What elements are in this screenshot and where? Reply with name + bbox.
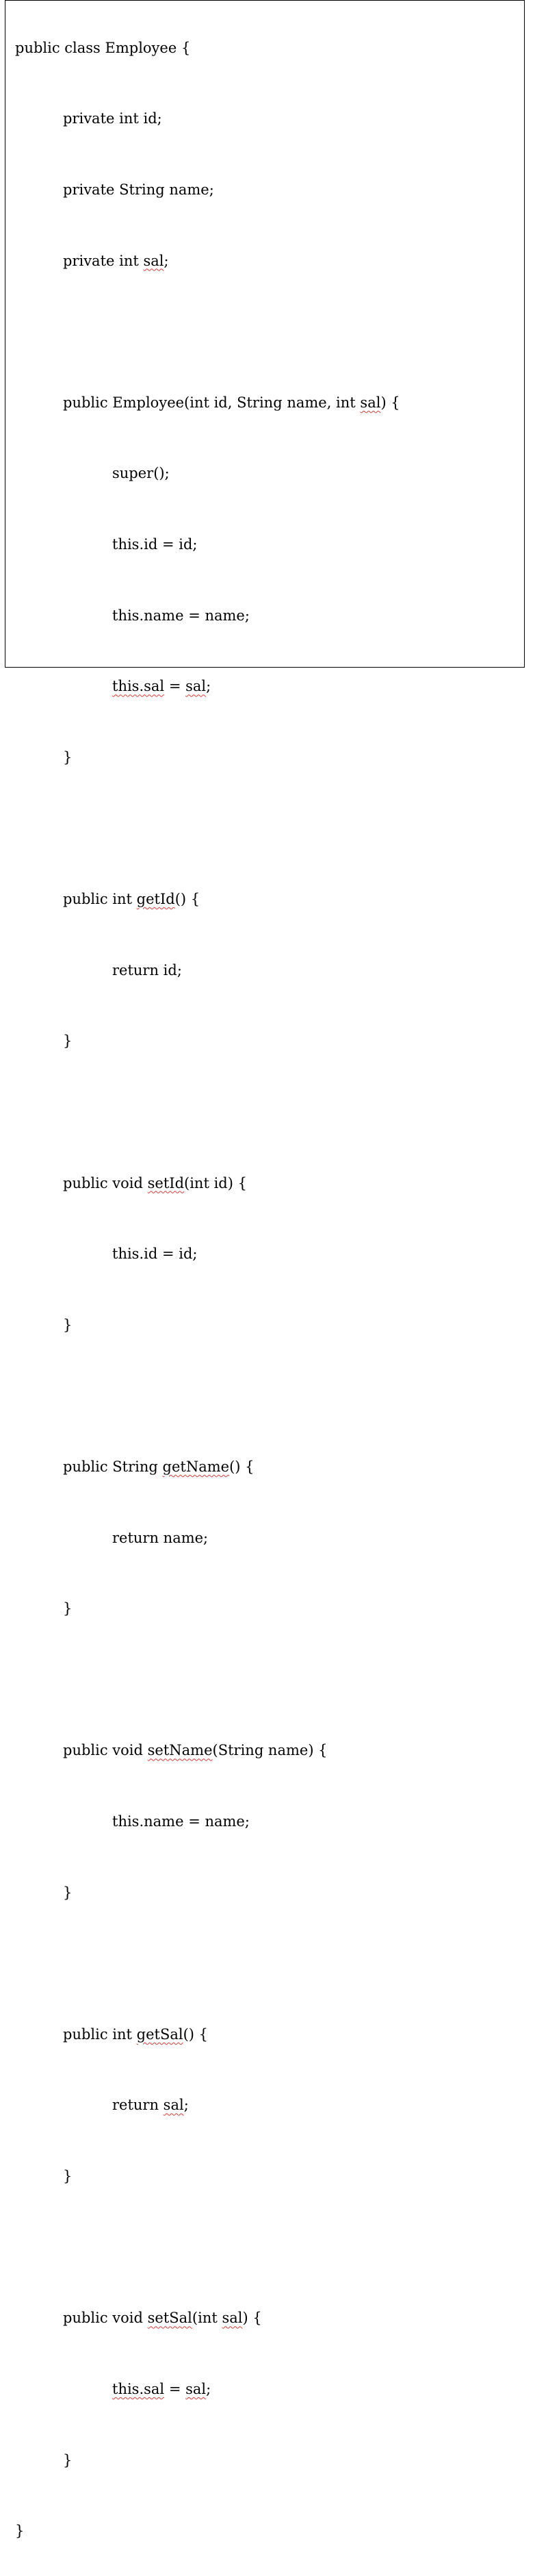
- closing-brace: }: [63, 1600, 73, 1617]
- spellcheck-flagged-word: this.sal: [112, 2380, 165, 2397]
- setid-signature: public void setId(int id) {: [63, 1174, 247, 1191]
- spellcheck-flagged-word: setId: [147, 1174, 185, 1191]
- closing-brace: }: [63, 748, 73, 766]
- code-line-blank: [15, 1955, 524, 1973]
- spellcheck-flagged-word: sal: [185, 2380, 207, 2397]
- closing-brace: }: [63, 2168, 73, 2185]
- class-declaration: public class Employee {: [15, 39, 191, 56]
- spellcheck-flagged-word: setSal: [147, 2310, 192, 2327]
- code-document-frame: [5, 0, 525, 2540]
- getid-signature: public int getId() {: [63, 891, 200, 908]
- semicolon: ;: [164, 252, 169, 269]
- setsal-signature: public void setSal(int sal) {: [63, 2310, 262, 2327]
- closing-brace: }: [63, 1316, 73, 1333]
- closing-brace: }: [63, 1884, 73, 1901]
- spellcheck-flagged-word: sal: [360, 394, 381, 411]
- class-closing-brace: }: [15, 2523, 25, 2540]
- code-line-blank: [15, 820, 524, 838]
- getname-signature: public String getName() {: [63, 1459, 255, 1475]
- java-code-block: [15, 4, 524, 2540]
- code-line-2: [15, 110, 524, 128]
- code-line-blank: [15, 1387, 524, 1405]
- assign-sal: this.sal = sal;: [112, 2380, 211, 2397]
- spellcheck-flagged-word: this.sal: [112, 678, 165, 695]
- return-sal: return sal;: [112, 2097, 189, 2114]
- code-line-blank: [15, 1104, 524, 1122]
- spellcheck-flagged-word: sal: [185, 678, 207, 695]
- spellcheck-flagged-word: sal: [222, 2310, 243, 2327]
- constructor-prefix: public Employee(int id, String name, int: [63, 394, 361, 411]
- field-id: private int id;: [63, 110, 162, 127]
- assign-name: this.name = name;: [112, 1813, 250, 1830]
- assign-name: this.name = name;: [112, 607, 250, 624]
- spellcheck-flagged-word: sal: [143, 252, 164, 269]
- super-call: super();: [112, 465, 170, 482]
- spellcheck-flagged-word: getId: [136, 891, 175, 908]
- code-line-3: [15, 181, 524, 199]
- getsal-signature: public int getSal() {: [63, 2025, 208, 2043]
- code-line-1: [15, 40, 524, 58]
- code-line-4: [15, 253, 524, 270]
- spellcheck-flagged-word: sal: [163, 2097, 184, 2114]
- code-line-blank: [15, 323, 524, 341]
- assign-sal: this.sal = sal;: [112, 678, 211, 695]
- code-line-blank: [15, 2239, 524, 2257]
- spellcheck-flagged-word: setName: [147, 1742, 213, 1759]
- closing-brace: }: [63, 2451, 73, 2468]
- field-name: private String name;: [63, 181, 214, 199]
- return-id: return id;: [112, 961, 182, 978]
- assign-id: this.id = id;: [112, 536, 198, 553]
- field-sal-prefix: private int: [63, 252, 144, 269]
- code-line-blank: [15, 1671, 524, 1689]
- constructor-signature: [15, 394, 524, 412]
- assign-id: this.id = id;: [112, 1246, 198, 1263]
- spellcheck-flagged-word: getSal: [136, 2025, 183, 2043]
- return-name: return name;: [112, 1529, 209, 1546]
- setname-signature: public void setName(String name) {: [63, 1742, 328, 1759]
- spellcheck-flagged-word: getName: [162, 1459, 230, 1475]
- constructor-suffix: ) {: [380, 394, 400, 411]
- closing-brace: }: [63, 1033, 73, 1050]
